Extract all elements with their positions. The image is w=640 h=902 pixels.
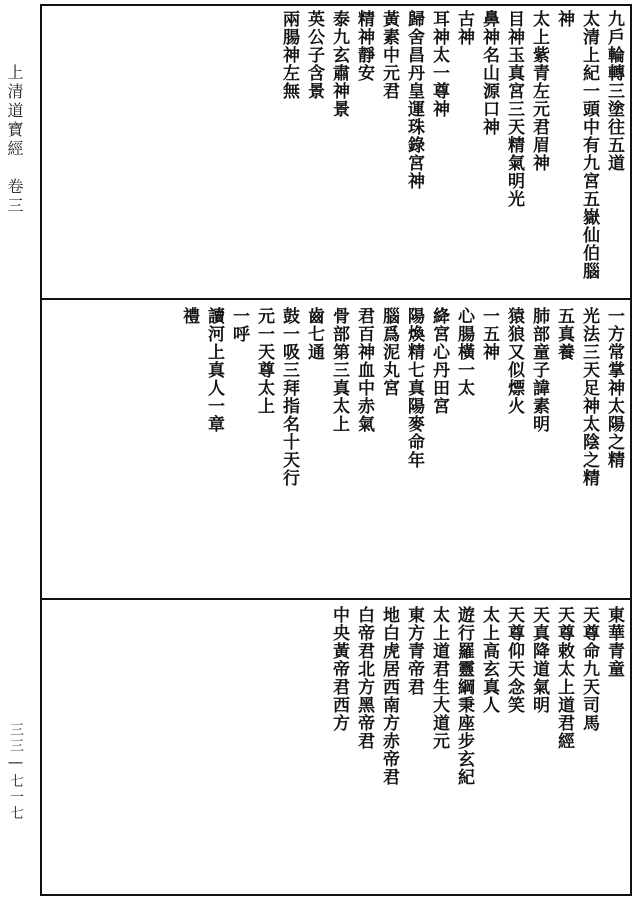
text-column: 天真降道氣明 bbox=[529, 606, 549, 714]
text-column: 元一天尊太上 bbox=[254, 307, 274, 415]
panel-divider-2 bbox=[42, 598, 630, 600]
text-column: 君百神血中赤氣 bbox=[354, 307, 374, 433]
text-column: 天尊仰天念笑 bbox=[504, 606, 524, 714]
text-column: 禮 bbox=[179, 307, 199, 325]
text-column: 古神 bbox=[454, 10, 474, 46]
text-panel-top bbox=[48, 10, 626, 290]
text-column: 太上道君生大道元 bbox=[429, 606, 449, 750]
text-column: 黃素中元君 bbox=[379, 10, 399, 100]
text-column: 一方常掌神太陽之精 bbox=[604, 307, 624, 469]
text-column: 目神玉真宮三天精氣明光 bbox=[504, 10, 524, 208]
text-column: 地白虎居西南方赤帝君 bbox=[379, 606, 399, 786]
text-column: 太上紫青左元君眉神 bbox=[529, 10, 549, 172]
text-column: 絳宮心丹田宮 bbox=[429, 307, 449, 415]
text-column: 九戶輪轉三塗往五道 bbox=[604, 10, 624, 172]
text-column: 心腸橫一太 bbox=[454, 307, 474, 397]
text-column: 腦爲泥丸宮 bbox=[379, 307, 399, 397]
text-column: 歸舍昌丹皇運珠錄宮神 bbox=[404, 10, 424, 190]
text-column: 一五神 bbox=[479, 307, 499, 361]
text-column: 中央黃帝君西方 bbox=[329, 606, 349, 732]
text-column: 英公子含景 bbox=[304, 10, 324, 100]
text-column: 讀河上真人一章 bbox=[204, 307, 224, 433]
text-column: 天尊命九天司馬 bbox=[579, 606, 599, 732]
text-column: 齒七通 bbox=[304, 307, 324, 361]
text-panel-bottom bbox=[48, 606, 626, 886]
text-column: 骨部第三真太上 bbox=[329, 307, 349, 433]
text-column: 肺部童子諱素明 bbox=[529, 307, 549, 433]
page-frame bbox=[40, 4, 632, 896]
text-column: 光法三天足神太陰之精 bbox=[579, 307, 599, 487]
margin-page-number: 三三 | 七一七 bbox=[8, 722, 24, 822]
text-column: 遊行羅靈綱秉座步玄紀 bbox=[454, 606, 474, 786]
text-column: 五真養 bbox=[554, 307, 574, 361]
text-column: 東方青帝君 bbox=[404, 606, 424, 696]
text-column: 泰九玄肅神景 bbox=[329, 10, 349, 118]
text-column: 太清上紀一頭中有九宮五嶽仙伯腦神 bbox=[554, 10, 599, 280]
text-column: 耳神太一尊神 bbox=[429, 10, 449, 118]
margin-title: 上清道寶經 卷三 bbox=[5, 64, 24, 216]
text-column: 陽煥精七真陽麥命年 bbox=[404, 307, 424, 469]
text-column: 精神靜安 bbox=[354, 10, 374, 82]
text-column: 鼻神名山源口神 bbox=[479, 10, 499, 136]
text-column: 天尊敕太上道君經 bbox=[554, 606, 574, 750]
text-panel-middle bbox=[48, 307, 626, 587]
text-column: 太上高玄真人 bbox=[479, 606, 499, 714]
panel-divider-1 bbox=[42, 298, 630, 300]
text-column: 鼓一吸三拜指名十天行 bbox=[279, 307, 299, 487]
text-column: 猿狼又似熛火 bbox=[504, 307, 524, 415]
text-column: 白帝君北方黑帝君 bbox=[354, 606, 374, 750]
text-column: 東華青童 bbox=[604, 606, 624, 678]
text-column: 兩腸神左無 bbox=[279, 10, 299, 100]
text-column: 一呼 bbox=[229, 307, 249, 343]
